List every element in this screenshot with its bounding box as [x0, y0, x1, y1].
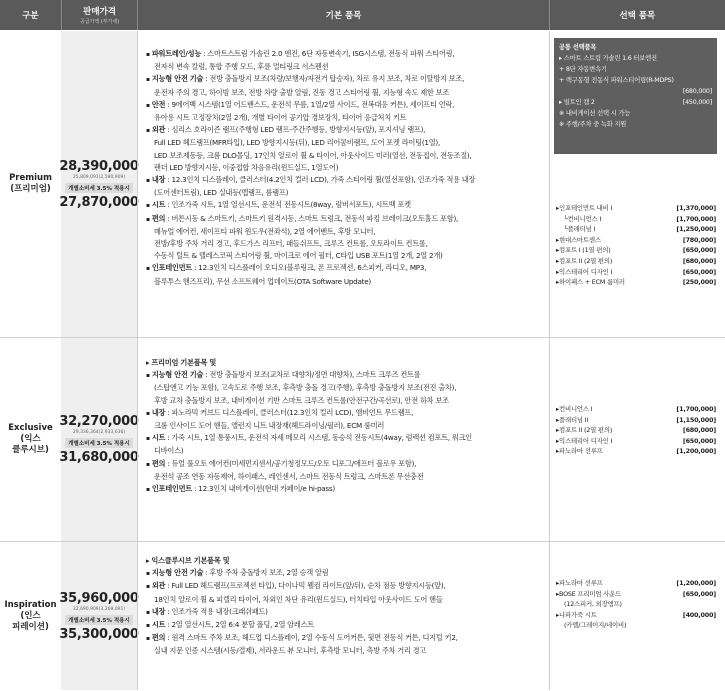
feature-line: [146, 445, 546, 457]
feature-text: : 심리스 호라이즌 램프(주행형 LED 램프-주간주행등, 방향지시등(앞), 포지셔닝 램프),: [165, 125, 426, 135]
feature-text: : 스마트스트림 가솔린 2.0 엔진, 6단 자동변속기, ISG시스템, 전동식 파워 스티어링,: [201, 49, 455, 58]
option-item: [556, 436, 716, 447]
feature-text: : 9에어백 시스템(1열 어드밴스드, 운전석 무릎, 1열/2열 사이드, 전복대응 커튼), 세이프티 언락,: [165, 99, 455, 109]
option-price: [1,250,000]: [676, 225, 716, 234]
option-name: ▸ 파노라마 선루프: [556, 578, 603, 589]
feature-text: 운전석 공조 연동 자동제어, 하이패스, 레인센서, 스마트 전동식 트렁크, 스마트폰 무선충전: [154, 471, 424, 481]
feature-line: [146, 619, 546, 632]
option-price: [780,000]: [682, 235, 716, 244]
option-name: ▸ 컴포트 II (2열 편의): [556, 256, 612, 267]
option-name: (카멜/그레이지/네이비): [564, 621, 627, 630]
option-name: ▸ 익스테리어 디자인 I: [556, 267, 612, 278]
option-price: [1,370,000]: [676, 204, 716, 212]
feature-text: : 파노라믹 커브드 디스플레이, 클러스터(12.3인치 컬러 LCD), 앰비언트 무드램프,: [165, 407, 414, 417]
option-price: [680,000]: [682, 256, 716, 265]
option-item: [556, 425, 716, 436]
common-note: ※ 내비게이션 선택 시 가능: [559, 110, 631, 117]
feature-category: 시트: [151, 200, 166, 210]
feature-category: 파워트레인/성능: [151, 49, 202, 58]
option-list: [556, 203, 716, 288]
feature-category: 외관: [151, 125, 166, 135]
feature-line: [146, 594, 546, 606]
feature-line: [146, 420, 546, 432]
feature-text: 블루투스 핸즈프리), 무선 소프트웨어 업데이트(OTA Software Update): [154, 276, 371, 286]
feature-category: 인포테인먼트: [151, 263, 192, 273]
feature-category: 외관: [151, 581, 166, 591]
option-name: ▸ 컴포트 II (2열 편의): [556, 425, 612, 436]
feature-list: [146, 48, 546, 288]
feature-category: 편의: [151, 458, 166, 468]
feature-line: [146, 238, 546, 250]
feature-text: (도어센터트림), LED 실내등(맵램프, 룸램프): [154, 188, 289, 198]
feature-category: 안전: [151, 99, 166, 109]
feature-group-title: ▸ 프리미엄 기본품목 및: [146, 357, 546, 369]
option-item: [556, 589, 716, 600]
option-item: [556, 610, 716, 621]
option-price: [650,000]: [682, 589, 716, 598]
option-price: [680,000]: [682, 426, 716, 435]
feature-text: : 전방 충돌방지 보조(교차로 대향차/정면 대향차), 스마트 크루즈 컨트롤: [203, 370, 421, 380]
feature-line: [146, 458, 546, 471]
feature-line: [146, 262, 546, 275]
option-item: [556, 256, 716, 267]
common-option-price: [680,000]: [682, 88, 712, 95]
common-option-line: + 8단 자동변속기: [559, 66, 607, 73]
feature-category: 인포테인먼트: [151, 484, 192, 494]
builtin-cam-price: [450,000]: [682, 99, 712, 106]
feature-line: [146, 150, 546, 162]
feature-category: 내장: [151, 606, 166, 616]
feature-line: [146, 137, 546, 149]
option-item: [556, 620, 716, 631]
feature-text: : 12.3인치 디스플레이 오디오(블루링크, 폰 프로젝션, 6스피커, 라디오, MP3,: [192, 263, 427, 273]
option-item: [556, 214, 716, 225]
option-item: [556, 203, 716, 214]
feature-line: [146, 632, 546, 645]
option-list: [556, 404, 716, 457]
option-name: ▸ 현대스마트센스: [556, 235, 601, 246]
table-header: [0, 0, 725, 30]
header-trim: 구분: [22, 11, 39, 21]
header-options: 선택 품목: [619, 11, 656, 21]
common-options-box: [554, 38, 717, 154]
feature-line: [146, 99, 546, 112]
trim-price-detail: 32,690,909(3,269,091): [72, 606, 126, 612]
option-item: [556, 277, 716, 288]
feature-line: [146, 199, 546, 212]
trim-name-kr: (인스 피레이션): [12, 610, 49, 632]
feature-line: [146, 112, 546, 124]
common-option-line: + 랙구동형 전동식 파워스티어링(R-MDPS): [559, 77, 674, 84]
trim-price-detail: 29,336,364(2,933,636): [72, 430, 126, 435]
option-price: [400,000]: [682, 610, 716, 619]
trim-row-inspiration: [0, 542, 725, 690]
option-name: ▸ 플래티넘 II: [556, 415, 588, 426]
feature-list: [146, 357, 546, 496]
feature-text: 수동식 틸트 & 텔레스코픽 스티어링 휠, 마이크로 에어 필터, C타입 USB 포트(1열 2개, 2열 2개): [154, 251, 443, 261]
option-item: [556, 224, 716, 235]
header-basic: 기본 품목: [325, 11, 362, 21]
option-name: ▸ 컨비니언스 I: [556, 404, 592, 415]
feature-line: [146, 382, 546, 394]
option-item: [556, 599, 716, 610]
feature-line: [146, 369, 546, 382]
feature-line: [146, 432, 546, 445]
feature-text: 후방 교차 충돌방지 보조, 내비게이션 기반 스마트 크루즈 컨트롤(안전구간/곡선로), 안전 하차 보조: [154, 395, 449, 405]
option-price: [1,150,000]: [676, 415, 716, 424]
option-price: [250,000]: [682, 278, 716, 287]
feature-line: [146, 213, 546, 226]
feature-text: 18인치 알로이 휠 & 피렐리 타이어, 차외인 차단 유리(윈드실드), 터치타입 아웃사이드 도어 핸들: [154, 594, 443, 604]
feature-line: [146, 395, 546, 407]
option-item: [556, 446, 716, 457]
feature-category: 편의: [151, 633, 166, 643]
feature-text: 팬더 LED 방향지시등, 이중접합 차음유리(윈드실드, 1열도어): [154, 162, 339, 172]
feature-line: [146, 250, 546, 262]
common-note: ※ 주행/주차 중 녹화 지원: [559, 121, 627, 128]
feature-line: [146, 162, 546, 174]
option-price: [1,200,000]: [676, 447, 716, 456]
option-price: [1,700,000]: [676, 405, 716, 413]
trim-name: Inspiration: [4, 599, 57, 610]
feature-text: : 듀얼 풀오토 에어컨(미세먼지센서/공기청정모드/오토 디포그/애프터 블로우 포함),: [165, 458, 417, 468]
option-name: ▸ 나파가죽 시트: [556, 610, 597, 621]
feature-text: : 원격 스마트 주차 보조, 헤드업 디스플레이, 2열 수동식 도어커튼, 뒷면 전동식 커튼, 디지털 키2,: [165, 633, 458, 643]
option-item: [556, 267, 716, 278]
tax-label: 개별소비세 3.5% 적용시: [65, 183, 133, 193]
feature-text: 매뉴얼 에어컨, 세이프티 파워 윈도우(전좌석), 2열 에어벤트, 후방 모니터,: [154, 226, 376, 236]
feature-category: 지능형 안전 기술: [151, 370, 204, 380]
option-price: [1,700,000]: [676, 214, 716, 223]
trim-price: 35,960,000: [59, 590, 139, 606]
option-item: [556, 415, 716, 426]
trim-row-exclusive: [0, 338, 725, 542]
feature-line: [146, 606, 546, 619]
option-price: [1,200,000]: [676, 579, 716, 587]
feature-category: 편의: [151, 213, 166, 223]
tax-label: 개별소비세 3.5% 적용시: [65, 615, 133, 625]
trim-price-detail: 25,809,091(2,580,909): [72, 174, 126, 180]
feature-category: 지능형 안전 기술: [151, 568, 204, 578]
feature-text: 운전자 주의 경고, 하이빔 보조, 전방 차량 출발 알림, 진동 경고 스티어링 휠, 지능형 속도 제한 보조: [154, 87, 450, 97]
feature-line: [146, 226, 546, 238]
feature-text: : 후방 주차 충돌방지 보조, 2열 승객 알림: [203, 568, 329, 578]
option-name: ▸ 파노라마 선루프: [556, 446, 603, 457]
option-price: [650,000]: [682, 246, 716, 255]
trim-name-kr: (익스 클루시브): [12, 434, 49, 455]
option-item: [556, 245, 716, 256]
feature-line: [146, 567, 546, 580]
feature-line: [146, 87, 546, 99]
feature-line: [146, 48, 546, 61]
header-price: 판매가격: [83, 7, 117, 17]
trim-name: Premium: [9, 173, 52, 183]
trim-price-tax: 35,300,000: [59, 626, 139, 642]
option-list: [556, 578, 716, 631]
feature-text: : 인조가죽 적용 내장(크래쉬패드): [165, 606, 268, 616]
option-price: [650,000]: [682, 267, 716, 276]
trim-name-kr: (프리미엄): [10, 184, 51, 194]
feature-line: [146, 124, 546, 137]
feature-text: : 2열 열선시트, 2열 6:4 분할 폴딩, 2열 암레스트: [165, 620, 314, 630]
feature-category: 내장: [151, 175, 166, 185]
tax-label: 개별소비세 3.5% 적용시: [65, 438, 133, 448]
option-name: ▸ 하이패스 + ECM 룸미러: [556, 277, 625, 288]
feature-category: 시트: [151, 433, 166, 443]
feature-line: [146, 187, 546, 199]
feature-category: 내장: [151, 407, 166, 417]
option-name: └ 플래티넘 I: [556, 224, 595, 235]
feature-text: 전방/후방 주차 거리 경고, 후드가스 리프터, 패들쉬프트, 크루즈 컨트롤, 오토라이트 컨트롤,: [154, 239, 428, 249]
option-item: [556, 235, 716, 246]
feature-text: LED 보조제동등, 크롬 DLO몰딩, 17인치 알로이 휠 & 타이어, 아웃사이드 미러(열선, 전동접이, 전동조절),: [154, 150, 472, 160]
trim-row-premium: [0, 31, 725, 338]
option-name: ▸ BOSE 프리미엄 사운드: [556, 589, 621, 600]
feature-list: [146, 555, 546, 658]
feature-text: : 가죽 시트, 1열 통풍시트, 운전석 자세 메모리 시스템, 동승석 전동시트(4way, 럼렉션 컴포트, 워크인: [165, 433, 472, 443]
option-name: ▸ 익스테리어 디자인 I: [556, 436, 612, 447]
option-price: [650,000]: [682, 436, 716, 445]
common-options-title: 공통 선택품목: [559, 44, 597, 51]
feature-line: [146, 61, 546, 73]
trim-price-tax: 27,870,000: [59, 194, 139, 210]
feature-text: 실내 지문 인증 시스템(시동/결제), 서라운드 뷰 모니터, 후측방 모니터, 측방 주차 거리 경고: [154, 646, 427, 656]
feature-text: : 12.3인치 디스플레이, 클러스터(4.2인치 컬러 LCD), 가죽 스티어링 휠(열선포함), 인조가죽 적용 내장: [165, 175, 476, 185]
feature-category: 시트: [151, 620, 166, 630]
feature-text: : Full LED 헤드램프(프로젝션 타입), 다이나믹 웰컴 라이트(앞/뒤), 순차 점등 방향지시등(앞),: [165, 581, 446, 591]
feature-line: [146, 407, 546, 420]
feature-line: [146, 174, 546, 187]
common-option-line: ▸ 스마트 스트림 가솔린 1.6 터보엔진: [559, 55, 657, 62]
feature-line: [146, 483, 546, 496]
trim-price: 32,270,000: [59, 414, 139, 429]
feature-text: (스탑앤고 기능 포함), 고속도로 주행 보조, 후측방 충돌 경고(주행), 후측방 충돌방지 보조(전진 출차),: [154, 383, 457, 393]
feature-text: 유아용 시트 고정장치(2열 2개), 개별 타이어 공기압 경보장치, 타이어 응급처치 키트: [154, 113, 407, 123]
feature-text: Full LED 헤드램프(MFR타입), LED 방향지시등(뒤), LED 리어콤비램프, 도어 포켓 라이팅(1열),: [154, 138, 440, 148]
feature-group-title: ▸ 익스클루시브 기본품목 및: [146, 555, 546, 567]
feature-text: : 전방 충돌방지 보조(차량/보행자/자전거 탑승자), 차로 유지 보조, 차로 이탈방지 보조,: [203, 74, 465, 84]
feature-text: 디바이스): [154, 446, 184, 456]
option-name: ▸ 인포테인먼트 내비 I: [556, 203, 612, 214]
feature-line: [146, 580, 546, 593]
feature-text: 전자식 변속 칼럼, 통합 주행 모드, 후륜 멀티링크 서스펜션: [154, 62, 329, 72]
feature-text: : 버튼시동 & 스마트키, 스마트키 원격시동, 스마트 트렁크, 전동식 파킹 브레이크(오토홀드 포함),: [165, 213, 459, 223]
feature-category: 지능형 안전 기술: [151, 74, 204, 84]
trim-price: 28,390,000: [59, 158, 139, 174]
feature-text: : 인조가죽 시트, 1열 열선시트, 운전석 전동시트(8way, 럼버서포트), 시트백 포켓: [165, 200, 411, 210]
feature-line: [146, 73, 546, 86]
option-item: [556, 404, 716, 415]
header-price-sub: 공급가액 (부가세): [79, 19, 120, 25]
option-item: [556, 578, 716, 589]
feature-text: : 12.3인치 내비게이션(현대 카페이/e hi-pass): [192, 484, 335, 494]
builtin-cam-label: ▸ 빌트인 캠 2: [559, 99, 595, 106]
feature-line: [146, 276, 546, 288]
option-name: └ 컨비니언스 I: [556, 214, 601, 225]
feature-text: 크롬 인사이드 도어 핸들, 앨런지 니트 내장재(헤드라이닝/필러), ECM 룸미러: [154, 421, 385, 431]
trim-price-tax: 31,680,000: [59, 450, 139, 465]
trim-name: Exclusive: [8, 423, 53, 433]
feature-line: [146, 471, 546, 483]
option-name: (12스피커, 외장앰프): [564, 600, 622, 609]
option-name: ▸ 컴포트 I (1열 편의): [556, 245, 611, 256]
feature-line: [146, 645, 546, 657]
